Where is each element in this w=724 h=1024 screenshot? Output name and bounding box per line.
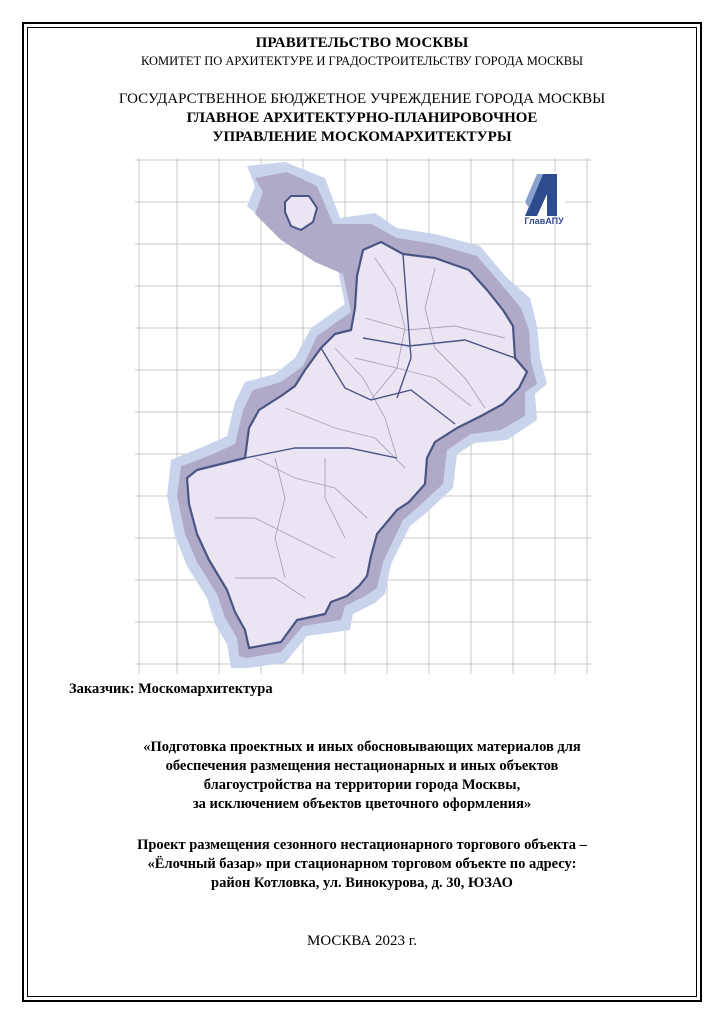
institution-line-3: УПРАВЛЕНИЕ МОСКОМАРХИТЕКТУРЫ [212, 129, 512, 145]
project-subtitle-line: «Ёлочный базар» при стационарном торговом объекте по адресу: [147, 856, 577, 872]
project-title-line: обеспечения размещения нестационарных и иных объектов [165, 758, 559, 774]
project-title-line: благоустройства на территории города Москвы, [203, 777, 521, 793]
project-subtitle-line: район Котловка, ул. Винокурова, д. 30, ЮЗАО [211, 875, 513, 891]
moscow-map-svg [135, 158, 591, 674]
project-subtitle [28, 836, 696, 893]
project-subtitle-line: Проект размещения сезонного нестационарного торгового объекта – [137, 837, 587, 853]
institution-line-2: ГЛАВНОЕ АРХИТЕКТУРНО-ПЛАНИРОВОЧНОЕ [186, 110, 538, 126]
moscow-map [135, 158, 591, 674]
committee-title: КОМИТЕТ ПО АРХИТЕКТУРЕ И ГРАДОСТРОИТЕЛЬСТВУ ГОРОДА МОСКВЫ [140, 54, 584, 68]
project-title-line: «Подготовка проектных и иных обосновывающих материалов для [143, 739, 581, 755]
institution-line-1: ГОСУДАРСТВЕННОЕ БЮДЖЕТНОЕ УЧРЕЖДЕНИЕ ГОРОДА МОСКВЫ [118, 91, 606, 107]
customer-line: Заказчик: Москомархитектура [69, 681, 273, 697]
project-title [28, 738, 696, 814]
footer-city-year: МОСКВА 2023 г. [307, 933, 417, 949]
glavapu-logo [523, 172, 565, 216]
glavapu-logo-text: ГлавАПУ [524, 216, 564, 226]
project-title-line: за исключением объектов цветочного оформления» [192, 796, 532, 812]
government-title: ПРАВИТЕЛЬСТВО МОСКВЫ [255, 35, 469, 51]
